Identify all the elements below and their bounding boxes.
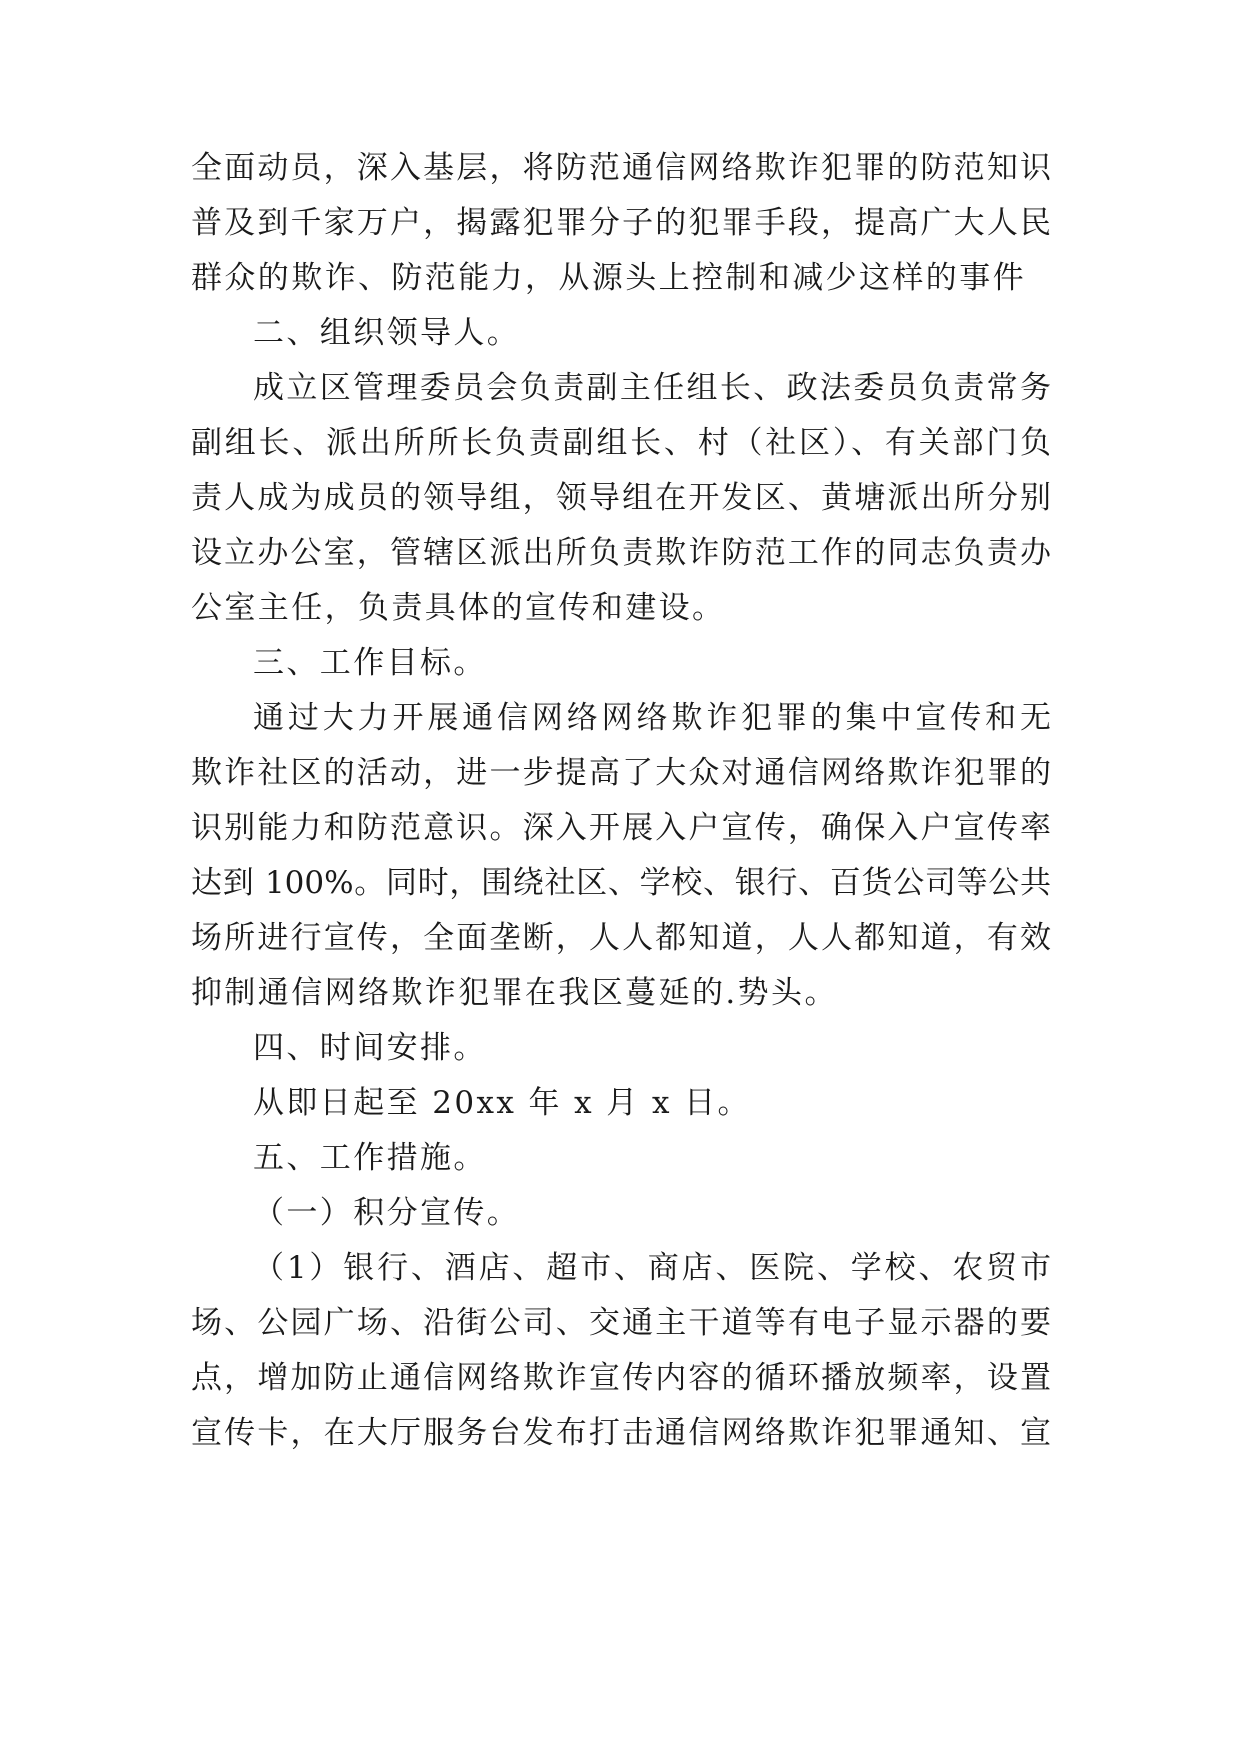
body-text-line: 抑制通信网络欺诈犯罪在我区蔓延的.势头。 — [191, 975, 838, 1011]
section-heading: 五、工作措施。 — [253, 1140, 487, 1176]
body-text-line: 欺诈社区的活动，进一步提高了大众对通信网络欺诈犯罪的 — [191, 755, 1051, 791]
body-text-line: （1）银行、酒店、超市、商店、医院、学校、农贸市 — [253, 1250, 1051, 1286]
body-text-line: 通过大力开展通信网络网络欺诈犯罪的集中宣传和无 — [253, 700, 1051, 736]
section-heading: 三、工作目标。 — [253, 645, 487, 681]
section-heading: 二、组织领导人。 — [253, 315, 521, 351]
subsection-heading: （一）积分宣传。 — [253, 1195, 521, 1231]
body-text-line: 责人成为成员的领导组，领导组在开发区、黄塘派出所分别 — [191, 480, 1051, 516]
body-text-line: 场、公园广场、沿街公司、交通主干道等有电子显示器的要 — [191, 1305, 1051, 1341]
body-text-line: 普及到千家万户，揭露犯罪分子的犯罪手段，提高广大人民 — [191, 205, 1051, 241]
body-text-line: 公室主任，负责具体的宣传和建设。 — [191, 590, 726, 626]
body-text-line: 全面动员，深入基层，将防范通信网络欺诈犯罪的防范知识 — [191, 150, 1051, 186]
body-text-line: 场所进行宣传，全面垄断，人人都知道，人人都知道，有效 — [191, 920, 1051, 956]
body-text-line: 设立办公室，管辖区派出所负责欺诈防范工作的同志负责办 — [191, 535, 1051, 571]
section-heading: 四、时间安排。 — [253, 1030, 487, 1066]
body-text-line: 识别能力和防范意识。深入开展入户宣传，确保入户宣传率 — [191, 810, 1051, 846]
body-text-line: 成立区管理委员会负责副主任组长、政法委员负责常务 — [253, 370, 1051, 406]
body-text-line: 点，增加防止通信网络欺诈宣传内容的循环播放频率，设置 — [191, 1360, 1051, 1396]
body-text-line: 宣传卡，在大厅服务台发布打击通信网络欺诈犯罪通知、宣 — [191, 1415, 1051, 1451]
body-text-line: 从即日起至 20xx 年 x 月 x 日。 — [253, 1085, 751, 1121]
body-text-line: 群众的欺诈、防范能力，从源头上控制和减少这样的事件 — [191, 260, 1026, 296]
body-text-line: 副组长、派出所所长负责副组长、村（社区）、有关部门负 — [191, 425, 1051, 461]
body-text-line: 达到 100%。同时，围绕社区、学校、银行、百货公司等公共 — [191, 865, 1051, 901]
